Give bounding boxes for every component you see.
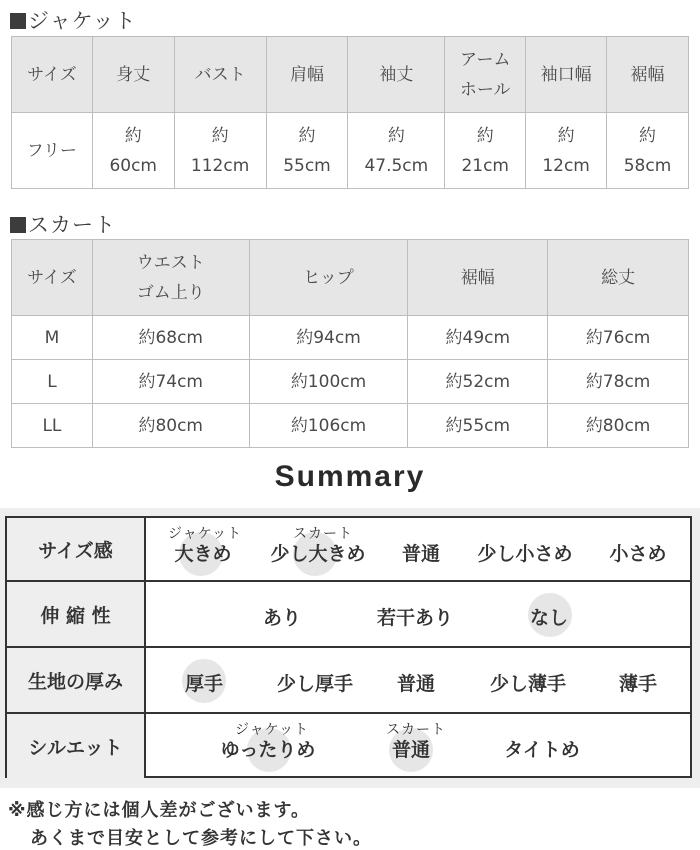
option-small: 小さめ [609, 543, 667, 565]
approx-label: 約 [557, 125, 575, 146]
value-cell [526, 113, 607, 189]
skirt-title-text: スカート [28, 213, 116, 237]
table-row [12, 404, 689, 448]
value-text: 47.5cm [364, 155, 429, 176]
summary-table [5, 516, 692, 778]
option-yes: あり [262, 607, 302, 629]
value-cell: 約52cm [408, 360, 548, 404]
header-length: 身丈 [92, 37, 174, 113]
option-normal: 普通 [396, 673, 436, 695]
summary-label: 伸 縮 性 [7, 582, 146, 646]
header-shoulder: 肩幅 [266, 37, 348, 113]
skirt-tag: スカート [386, 722, 446, 738]
skirt-size-table [11, 239, 689, 448]
option-large: 大きめ [174, 543, 232, 565]
value-cell: 約78cm [548, 360, 689, 404]
option-slightly-large: 少し大きめ [270, 543, 366, 565]
summary-row-silhouette [7, 714, 690, 778]
header-cuff: 袖口幅 [526, 37, 607, 113]
header-waist-line2: ゴム上り [136, 282, 205, 303]
option-loose: ゆったりめ [220, 739, 316, 761]
header-total-length: 総丈 [548, 240, 689, 316]
header-hem: 裾幅 [408, 240, 548, 316]
note-line-1: ※感じ方には個人差がございます。 [8, 800, 311, 821]
jacket-tag: ジャケット [234, 722, 310, 738]
option-slightly-small: 少し小さめ [477, 543, 573, 565]
size-cell: LL [12, 404, 93, 448]
jacket-tag: ジャケット [167, 526, 243, 542]
value-text: 58cm [623, 155, 672, 176]
value-cell: 約68cm [92, 316, 249, 360]
jacket-title-text: ジャケット [28, 9, 137, 33]
value-cell [174, 113, 266, 189]
value-cell [92, 113, 174, 189]
square-bullet-icon [10, 217, 26, 233]
option-thick: 厚手 [184, 673, 224, 695]
summary-row-thickness [7, 648, 690, 714]
approx-label: 約 [639, 125, 657, 146]
value-cell [607, 113, 689, 189]
table-row [12, 360, 689, 404]
value-cell [266, 113, 348, 189]
table-header-row [12, 37, 689, 113]
option-slightly-thin: 少し薄手 [489, 673, 567, 695]
header-waist [92, 240, 249, 316]
value-text: 55cm [283, 155, 331, 176]
header-waist-line1: ウエスト [136, 252, 205, 273]
option-none: なし [529, 607, 569, 629]
header-size: サイズ [12, 37, 93, 113]
skirt-tag: スカート [293, 526, 353, 542]
summary-row-size-feel [7, 518, 690, 582]
header-armhole-line1: アーム [459, 49, 511, 70]
summary-panel [0, 508, 700, 788]
value-text: 12cm [542, 155, 590, 176]
header-hem: 裾幅 [607, 37, 689, 113]
header-armhole [445, 37, 526, 113]
table-row [12, 113, 689, 189]
value-cell: 約76cm [548, 316, 689, 360]
header-sleeve: 袖丈 [348, 37, 445, 113]
approx-label: 約 [476, 125, 494, 146]
value-cell: 約74cm [92, 360, 249, 404]
note-line-2: あくまで目安として参考にして下さい。 [30, 828, 372, 849]
value-cell: 約80cm [548, 404, 689, 448]
jacket-size-table [11, 36, 689, 189]
table-header-row [12, 240, 689, 316]
summary-title: Summary [274, 460, 426, 493]
option-slightly-thick: 少し厚手 [276, 673, 354, 695]
size-cell: フリー [12, 113, 93, 189]
square-bullet-icon [10, 13, 26, 29]
summary-label: 生地の厚み [7, 648, 146, 712]
summary-row-stretch [7, 582, 690, 648]
approx-label: 約 [124, 125, 142, 146]
value-text: 112cm [190, 155, 250, 176]
size-cell: M [12, 316, 93, 360]
size-cell: L [12, 360, 93, 404]
value-cell: 約94cm [249, 316, 408, 360]
value-text: 60cm [109, 155, 157, 176]
value-cell: 約80cm [92, 404, 249, 448]
summary-label: シルエット [7, 714, 146, 778]
option-slightly: 若干あり [376, 607, 454, 629]
summary-label: サイズ感 [7, 518, 146, 580]
option-thin: 薄手 [618, 673, 658, 695]
option-normal: 普通 [401, 543, 441, 565]
header-size: サイズ [12, 240, 93, 316]
skirt-section-title [10, 209, 116, 239]
option-tight: タイトめ [504, 739, 580, 761]
header-armhole-line2: ホール [459, 79, 511, 100]
value-cell: 約100cm [249, 360, 408, 404]
value-cell [348, 113, 445, 189]
value-text: 21cm [461, 155, 509, 176]
table-row [12, 316, 689, 360]
value-cell: 約49cm [408, 316, 548, 360]
approx-label: 約 [298, 125, 316, 146]
jacket-section-title [10, 5, 137, 35]
header-hip: ヒップ [249, 240, 408, 316]
option-normal: 普通 [391, 739, 431, 761]
approx-label: 約 [211, 125, 229, 146]
header-bust: バスト [174, 37, 266, 113]
value-cell: 約106cm [249, 404, 408, 448]
approx-label: 約 [387, 125, 405, 146]
value-cell [445, 113, 526, 189]
value-cell: 約55cm [408, 404, 548, 448]
